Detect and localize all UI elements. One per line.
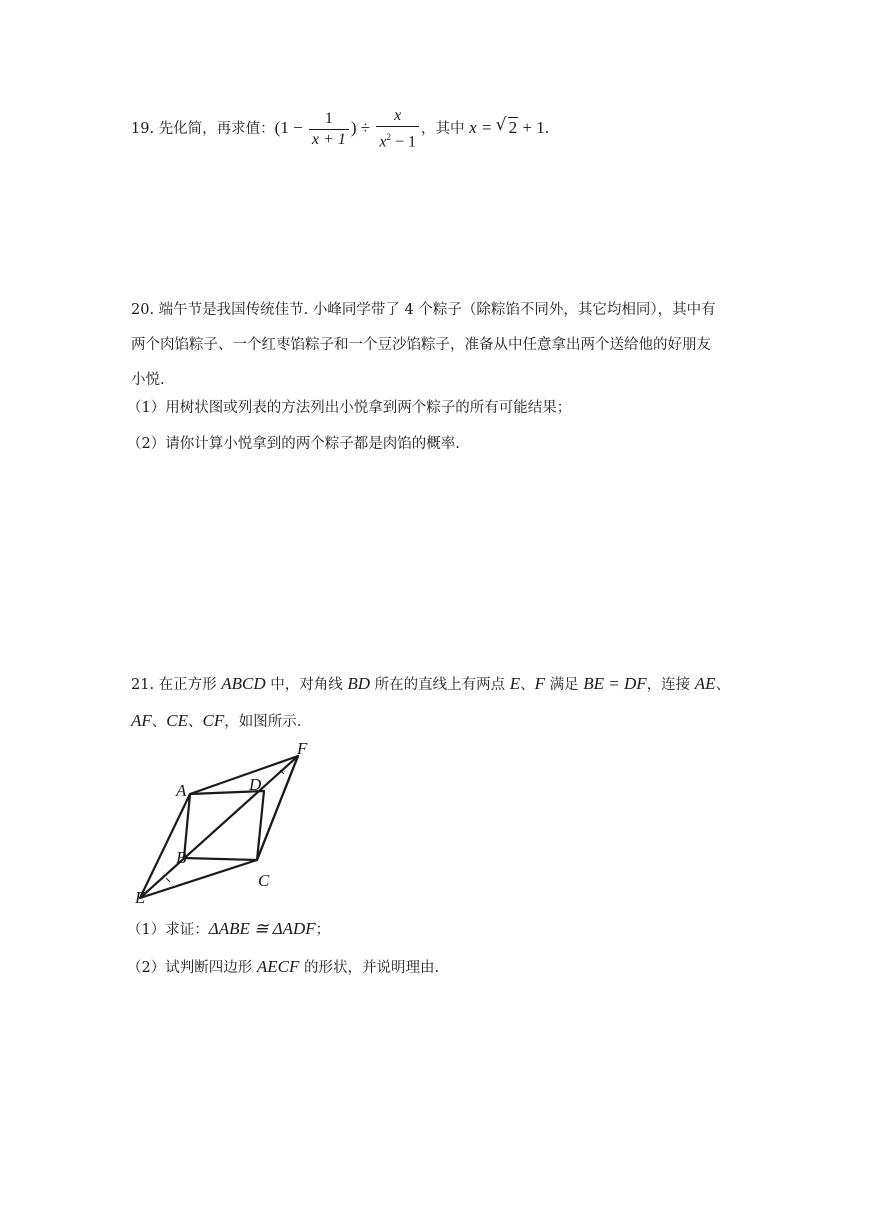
q19-den-exponent: 2 [386, 132, 391, 142]
q21-math-AF: AF [131, 711, 152, 730]
q21-text-10: ，如图所示. [224, 714, 302, 730]
q19-fraction-1 [309, 109, 349, 150]
q21-line-2 [131, 703, 730, 740]
q21-part-1-lead: （1）求证： [127, 922, 209, 938]
q20-part-2: （2）请你计算小悦拿到的两个粽子都是肉馅的概率. [127, 436, 460, 452]
q21-text-7: 、 [715, 677, 731, 693]
label-F: F [297, 740, 308, 758]
q20-line-2: 两个肉馅粽子、一个红枣馅粽子和一个豆沙馅粽子，准备从中任意拿出两个送给他的好朋友 [131, 337, 711, 353]
q21-math-ABCD: ABCD [221, 674, 266, 693]
q19-fraction-2-denominator [376, 127, 419, 152]
q21-text-1: 21. 在正方形 [131, 677, 222, 693]
q19-condition-text: ，其中 [420, 121, 470, 138]
q19-lead: 19. 先化简，再求值： [131, 121, 275, 138]
label-B: B [176, 848, 187, 867]
q21-math-F: F [534, 674, 546, 693]
q21-part-2-tail: 的形状，并说明理由. [299, 960, 440, 976]
diagonal-EF [140, 756, 298, 898]
q21-part-2 [127, 956, 439, 979]
q19-fraction-1-numerator: 1 [309, 109, 349, 130]
q21-line-1 [131, 666, 730, 703]
q19-fraction-1-denominator: x + 1 [311, 130, 346, 148]
q21-text-5: 满足 [545, 677, 584, 693]
q20-line-3: 小悦. [131, 372, 165, 388]
q19-den-tail: − 1 [390, 133, 416, 151]
label-A: A [176, 781, 187, 800]
q19-x-equals: x = [469, 118, 497, 138]
q19-tail: + 1. [518, 118, 549, 138]
label-E: E [135, 888, 146, 907]
q21-text-6: ，连接 [646, 677, 695, 693]
label-C: C [258, 871, 270, 890]
q19-fraction-2-numerator: x [376, 106, 419, 127]
q21-math-BE-eq-DF: BE = DF [583, 674, 647, 693]
q19-fraction-2 [376, 106, 419, 152]
q21-part-2-math: AECF [256, 957, 300, 976]
q21-math-AE: AE [694, 674, 716, 693]
label-D: D [249, 775, 262, 794]
q21-math-CF: CF [202, 711, 225, 730]
q21-text-4: 、 [520, 677, 535, 693]
question-21 [131, 666, 730, 740]
q21-text-2: 中，对角线 [265, 677, 348, 693]
q19-divide: ) ÷ [350, 118, 375, 138]
q21-text-3: 所在的直线上有两点 [370, 677, 510, 693]
q19-sqrt-arg: 2 [508, 118, 518, 138]
question-20 [131, 293, 716, 398]
q21-text-8: 、 [151, 714, 167, 730]
q20-line-1: 20. 端午节是我国传统佳节. 小峰同学带了 4 个粽子（除粽馅不同外，其它均相同），其中有 [131, 302, 716, 318]
square-ABCD [184, 791, 264, 860]
q20-part-1: （1）用树状图或列表的方法列出小悦拿到两个粽子的所有可能结果； [127, 400, 572, 416]
q21-part-1 [127, 918, 330, 941]
q21-text-9: 、 [188, 714, 203, 730]
q21-part-1-math: ΔABE ≅ ΔADF [208, 919, 316, 938]
q21-math-BD: BD [347, 674, 371, 693]
q19-sqrt [497, 108, 519, 148]
q21-math-E: E [509, 674, 521, 693]
q21-part-1-tail: ； [315, 922, 331, 938]
q21-part-2-lead: （2）试判断四边形 [127, 960, 257, 976]
question-19 [131, 106, 549, 152]
q19-open-paren: (1 − [274, 118, 307, 138]
geometry-figure [133, 740, 313, 910]
q21-math-CE: CE [166, 711, 189, 730]
tick-BE [166, 878, 170, 882]
q19-den-base: x [379, 133, 387, 151]
